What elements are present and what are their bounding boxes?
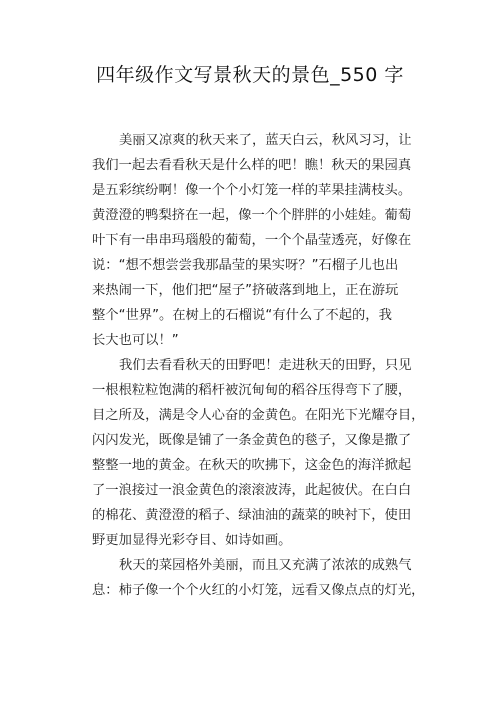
paragraph-1-line-7: 来热闹一下，他们把“屋子”挤破落到地上，正在游玩 bbox=[92, 283, 399, 298]
paragraph-1-line-5: 叶下有一串串玛瑙般的葡萄，一个个晶莹透亮，好像在 bbox=[92, 233, 412, 248]
paragraph-2-line-3: 目之所及，满是令人心奋的金黄色。在阳光下光耀夺目， bbox=[92, 408, 425, 423]
paragraph-1-line-1: 美丽又凉爽的秋天来了，蓝天白云，秋风习习，让 bbox=[119, 133, 412, 148]
paragraph-1-line-8: 整个“世界”。在树上的石榴说“有什么了不起的，我 bbox=[92, 308, 392, 323]
document-body bbox=[92, 128, 425, 603]
paragraph-1-line-6: 说：“想不想尝尝我那晶莹的果实呀？”石榴子儿也出 bbox=[92, 258, 399, 273]
paragraph-3-line-1: 秋天的菜园格外美丽，而且又充满了浓浓的成熟气 bbox=[119, 558, 412, 573]
paragraph-2-line-2: 一根根粒粒饱满的稻杆被沉甸甸的稻谷压得弯下了腰， bbox=[92, 383, 412, 398]
paragraph-2-line-8: 野更加显得光彩夺目、如诗如画。 bbox=[92, 533, 292, 548]
paragraph-1-line-3: 是五彩缤纷啊！像一个个小灯笼一样的苹果挂满枝头。 bbox=[92, 183, 412, 198]
paragraph-2-line-5: 整整一地的黄金。在秋天的吹拂下，这金色的海洋掀起 bbox=[92, 458, 412, 473]
document-title: 四年级作文写景秋天的景色_550 字 bbox=[96, 64, 404, 86]
paragraph-1-line-9: 长大也可以！” bbox=[92, 333, 179, 348]
paragraph-2-line-7: 的棉花、黄澄澄的稻子、绿油油的蔬菜的映衬下，使田 bbox=[92, 508, 412, 523]
paragraph-3-line-2: 息：柿子像一个个火红的小灯笼，远看又像点点的灯光， bbox=[92, 583, 425, 598]
paragraph-2-line-6: 了一浪接过一浪金黄色的滚滚波涛，此起彼伏。在白白 bbox=[92, 483, 412, 498]
paragraph-1-line-2: 我们一起去看看秋天是什么样的吧！瞧！秋天的果园真 bbox=[92, 158, 412, 173]
paragraph-1-line-4: 黄澄澄的鸭梨挤在一起，像一个个胖胖的小娃娃。葡萄 bbox=[92, 208, 412, 223]
paragraph-2-line-4: 闪闪发光，既像是铺了一条金黄色的毯子，又像是撒了 bbox=[92, 433, 412, 448]
paragraph-2-line-1: 我们去看看秋天的田野吧！走进秋天的田野，只见 bbox=[119, 358, 412, 373]
